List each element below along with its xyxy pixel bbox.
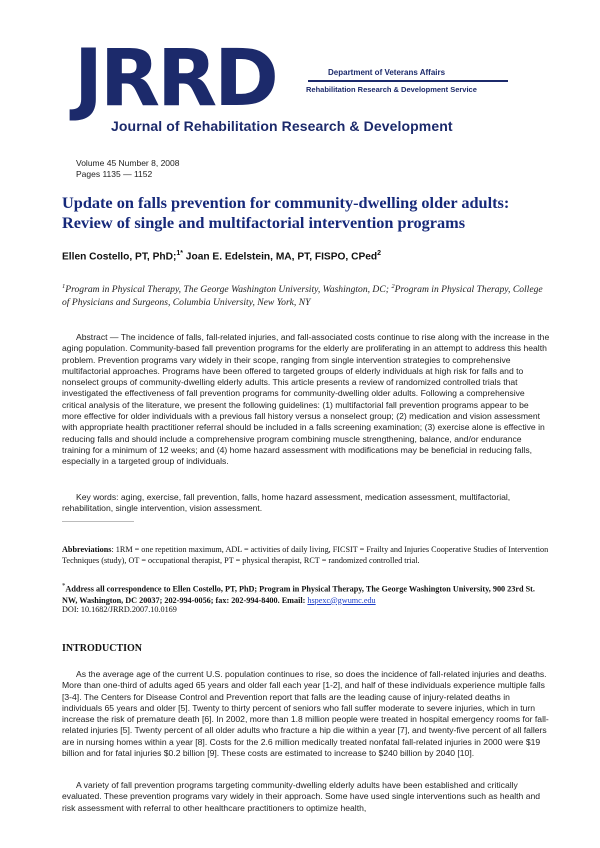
pages-label: Pages 1135 — 1152 [76,169,153,179]
affil-1: Program in Physical Therapy, The George Washington University, Washington, DC; [65,284,392,296]
abbrev-label: Abbreviations [62,545,112,554]
org-line-1: Department of Veterans Affairs [328,68,446,77]
footnote-divider [62,521,134,522]
header-divider [308,80,508,82]
issue-info [76,158,179,180]
volume-label: Volume 45 Number 8, 2008 [76,158,180,168]
doi: DOI: 10.1682/JRRD.2007.10.0169 [62,605,177,614]
keywords [62,492,550,515]
intro-text-1: As the average age of the current U.S. population continues to rise, so does the incidence of fall-related injuries and deaths. More than one-third of adults aged 65 years and older fall each year [1-2], and half of these individuals experience multiple falls [3-4]. The Centers for Disease Control and Prevention report that falls are the leading cause of injury-related deaths in individuals 65 years and older [5]. Twenty to thirty percent of seniors who fall suffer moderate to severe injuries, which in turn increase the risk of premature death [6]. In 2002, more than 1.8 million people were treated in hospital emergency rooms for fall-related injuries [5]. Twenty percent of all older adults who fracture a hip die within a year [7], and twenty-five percent of all fallers are in nursing homes within a year [8]. Costs for the 2.6 million medically treated nonfatal fall-related injuries in 2000 were $19 billion and for fatal injuries $0.2 billion [9]. These costs are estimated to increase to $240 billion by 2040 [10]. [62,669,549,759]
author-1: Ellen Costello, PT, PhD; [62,251,177,263]
keywords-text: Key words: aging, exercise, fall prevention, falls, home hazard assessment, medication assessment, multifactorial, rehabilitation, single intervention, vision assessment. [62,492,511,514]
journal-title: Journal of Rehabilitation Research & Development [111,118,453,134]
intro-paragraph-2 [62,780,550,814]
author-line [62,250,381,262]
email-link[interactable]: hspexc@gwumc.edu [307,595,376,605]
abbrev-text: : 1RM = one repetition maximum, ADL = activities of daily living, FICSIT = Frailty and Injuries Cooperative Studies of Intervention Techniques (study), OT = occupational therapist, PT = physical therapist, RCT = randomized controlled trial. [62,545,549,565]
affil-2: Program in Physical Therapy, College of Physicians and Surgeons, Columbia University, New York, NY [62,284,543,309]
org-line-2: Rehabilitation Research & Development Service [306,85,477,94]
intro-paragraph-1 [62,669,550,759]
author-2: Joan E. Edelstein, MA, PT, FISPO, CPed [182,251,378,263]
article-title: Update on falls prevention for community-dwelling older adults: Review of single and multifactorial intervention programs [62,193,510,232]
abstract-text: Abstract — The incidence of falls, fall-related injuries, and fall-associated costs continue to rise along with the increase in the aging population. Community-based fall prevention programs for the elderly are proliferating in an attempt to address this health problem. Prevention programs vary widely in their scope, ranging from single intervention strategies to comprehensive multifactorial approaches. Programs have been offered to targeted groups of elderly individuals at high risk for falls and to nonselect groups of community-dwelling elderly adults. This article presents a review of randomized controlled trials that investigated the effectiveness of fall prevention programs for community-dwelling older adults. Following a comprehensive critical analysis of the literature, we present the following guidelines: (1) multifactorial fall prevention programs appear to be more effective for older individuals with a previous fall history versus a nonselect group; (2) medication and vision assessment with appropriate health practitioner referral should be included in a falls screening examination; (3) exercise alone is effective in reducing falls and should include a comprehensive program combining muscle strengthening, balance, and/or endurance training for a minimum of 12 weeks; and (4) home hazard assessment with modifications may be beneficial in reducing falls, especially in a targeted group of individuals. [62,332,550,467]
affiliations [62,280,550,309]
abstract [62,332,550,468]
intro-text-2: A variety of fall prevention programs targeting community-dwelling elderly adults have been established and critically evaluated. These prevention programs vary widely in their approach. Some have used single interventions such as health and risk assessment with referral to other healthcare practitioners to optimize health, [62,780,541,813]
corresp-sup: * [62,583,66,590]
affil-2-sup: 2 [391,283,395,290]
correspondence-footnote [62,581,550,606]
corresp-text: Address all correspondence to Ellen Costello, PT, PhD; Program in Physical Therapy, The George Washington University, 900 23rd St. NW, Washington, DC 20037; 202-994-0056; fax: 202-994-8400. Email: [62,584,535,605]
section-heading: INTRODUCTION [62,643,143,654]
author-1-sup: 1* [176,250,183,257]
affil-1-sup: 1 [62,283,66,290]
abbreviations-footnote [62,544,550,566]
journal-logo: JRRD [74,34,276,124]
author-2-sup: 2 [377,250,382,257]
